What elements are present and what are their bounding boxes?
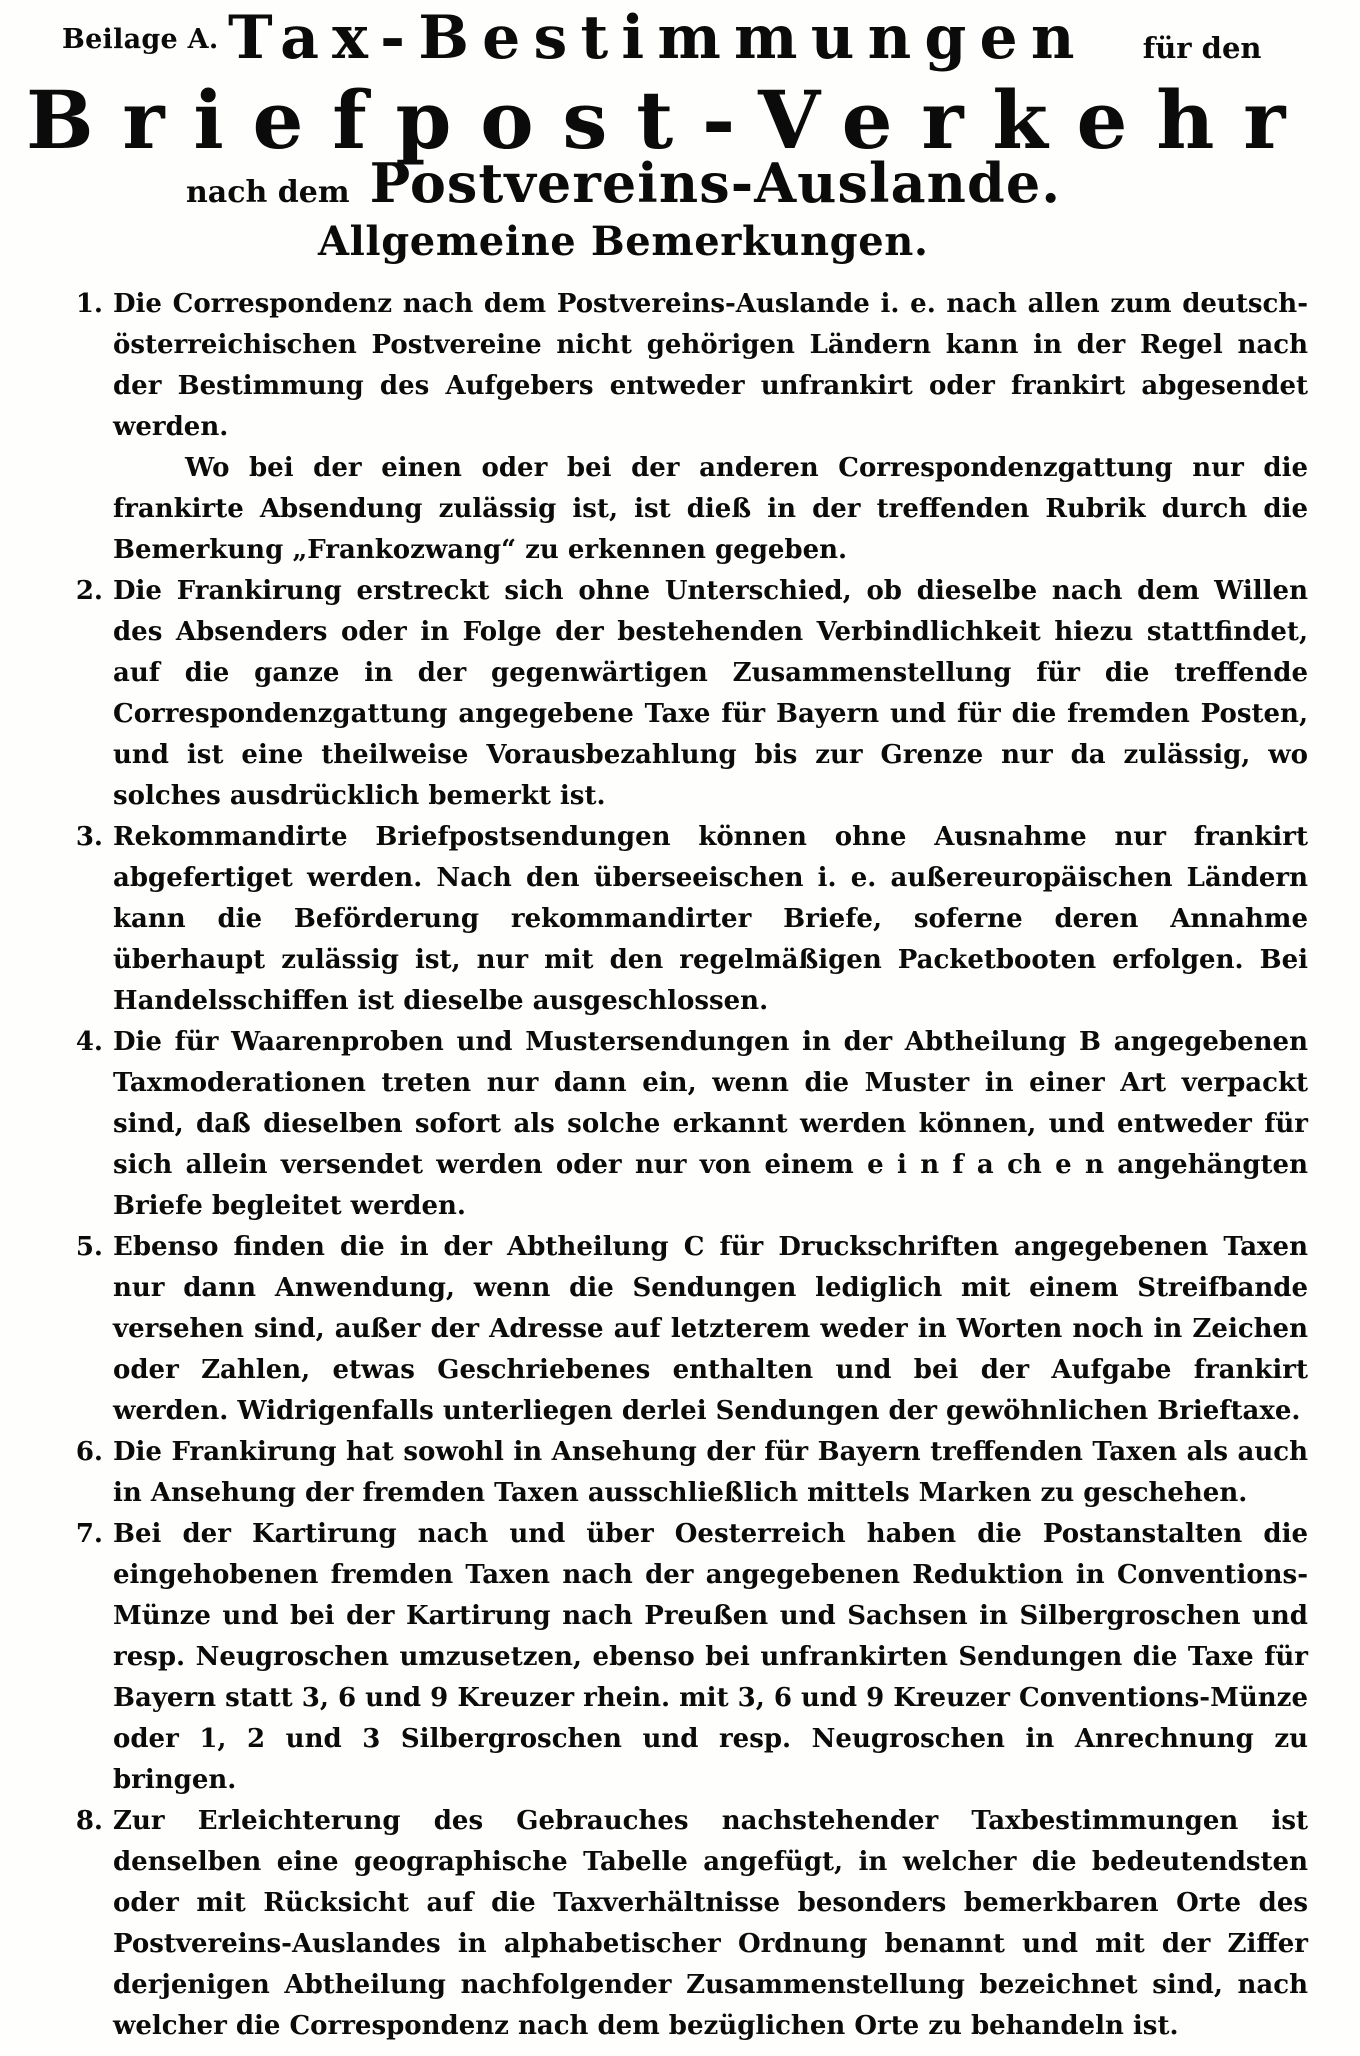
paragraph-1-number: 1. (75, 289, 103, 319)
paragraph-3-text: Rekommandirte Briefpostsendungen können ohne Ausnahme nur frankirt abgefertiget werden. Nach den überseeischen i. e. außereuropäischen Ländern kann die Beförderung rekommandirter Briefe, soferne deren Annahme überhaupt zulässig ist, nur mit den regelmäßigen Packetbooten erfolgen. Bei Handelsschiffen ist dieselbe ausgeschlossen. (113, 822, 1308, 1016)
title-line3-main: Postvereins-Auslande. (369, 151, 1062, 215)
paragraph-3 (55, 817, 1308, 1022)
title-line1-main: Tax-Bestimmungen (228, 3, 1088, 73)
paragraph-5-number: 5. (75, 1232, 103, 1262)
paragraph-6-text: Die Frankirung hat sowohl in Ansehung der für Bayern treffenden Taxen als auch in Ansehung der fremden Taxen ausschließlich mittels Marken zu geschehen. (113, 1437, 1308, 1508)
paragraph-2 (55, 571, 1308, 817)
paragraph-5-text: Ebenso finden die in der Abtheilung C für Druckschriften angegebenen Taxen nur dann Anwendung, wenn die Sendungen lediglich mit einem Streifbande versehen sind, außer der Adresse auf letzterem weder in Worten noch in Zeichen oder Zahlen, etwas Geschriebenes enthalten und bei der Aufgabe frankirt werden. Widrigenfalls unterliegen derlei Sendungen der gewöhnlichen Brieftaxe. (113, 1232, 1308, 1426)
paragraph-7-number: 7. (75, 1519, 103, 1549)
paragraph-1-text: Die Correspondenz nach dem Postvereins-Auslande i. e. nach allen zum deutsch-österreichischen Postvereine nicht gehörigen Ländern kann in der Regel nach der Bestimmung des Aufgebers entweder unfrankirt oder frankirt abgesendet werden. (113, 289, 1308, 442)
paragraph-1-subparagraph: Wo bei der einen oder bei der anderen Correspondenzgattung nur die frankirte Absendung zulässig ist, ist dieß in der treffenden Rubrik durch die Bemerkung „Frankozwang“ zu erkennen gegeben. (113, 453, 1308, 565)
paragraph-6-number: 6. (75, 1437, 103, 1467)
paragraph-4-text: Die für Waarenproben und Mustersendungen in der Abtheilung B angegebenen Taxmoderationen treten nur dann ein, wenn die Muster in einer Art verpackt sind, daß dieselben sofort als solche erkannt werden können, und entweder für sich allein versendet werden oder nur von einem e i n f a ch e n angehängten Briefe begleitet werden. (113, 1027, 1308, 1221)
paragraph-8-number: 8. (75, 1806, 103, 1836)
paragraph-2-number: 2. (75, 576, 103, 606)
paragraph-7 (55, 1514, 1308, 1801)
paragraph-7-text: Bei der Kartirung nach und über Oesterreich haben die Postanstalten die eingehobenen fremden Taxen nach der angegebenen Reduktion in Conventions-Münze und bei der Kartirung nach Preußen und Sachsen in Silbergroschen und resp. Neugroschen umzusetzen, ebenso bei unfrankirten Sendungen die Taxe für Bayern statt 3, 6 und 9 Kreuzer rhein. mit 3, 6 und 9 Kreuzer Conventions-Münze oder 1, 2 und 3 Silbergroschen und resp. Neugroschen in Anrechnung zu bringen. (113, 1519, 1308, 1795)
paragraph-3-number: 3. (75, 822, 103, 852)
paragraph-4-number: 4. (75, 1027, 103, 1057)
paragraph-4 (55, 1022, 1308, 1227)
paragraph-1 (55, 284, 1308, 571)
section-heading: Allgemeine Bemerkungen. (318, 218, 929, 265)
page-annotation: Beilage A. (62, 24, 219, 55)
scanned-document-page (0, 3, 1360, 2056)
paragraph-2-text: Die Frankirung erstreckt sich ohne Unterschied, ob dieselbe nach dem Willen des Absenders oder in Folge der bestehenden Verbindlichkeit hiezu stattfindet, auf die ganze in der gegenwärtigen Zusammenstellung für die treffende Correspondenzgattung angegebene Taxe für Bayern und für die fremden Posten, und ist eine theilweise Vorausbezahlung bis zur Grenze nur da zulässig, wo solches ausdrücklich bemerkt ist. (113, 576, 1308, 811)
title-line3-prefix: nach dem (186, 175, 350, 210)
paragraph-8-text: Zur Erleichterung des Gebrauches nachstehender Taxbestimmungen ist denselben eine geographische Tabelle angefügt, in welcher die bedeutendsten oder mit Rücksicht auf die Taxverhältnisse besonders bemerkbaren Orte des Postvereins-Auslandes in alphabetischer Ordnung benannt und mit der Ziffer derjenigen Abtheilung nachfolgender Zusammenstellung bezeichnet sind, nach welcher die Correspondenz nach dem bezüglichen Orte zu behandeln ist. (113, 1806, 1308, 2041)
title-line2: Briefpost-Verkehr (26, 73, 1315, 167)
document-body (55, 284, 1308, 2047)
paragraph-8 (55, 1801, 1308, 2047)
title-line1-suffix: für den (1142, 31, 1262, 65)
paragraph-6 (55, 1432, 1308, 1514)
paragraph-5 (55, 1227, 1308, 1432)
title-line1 (228, 3, 1360, 73)
